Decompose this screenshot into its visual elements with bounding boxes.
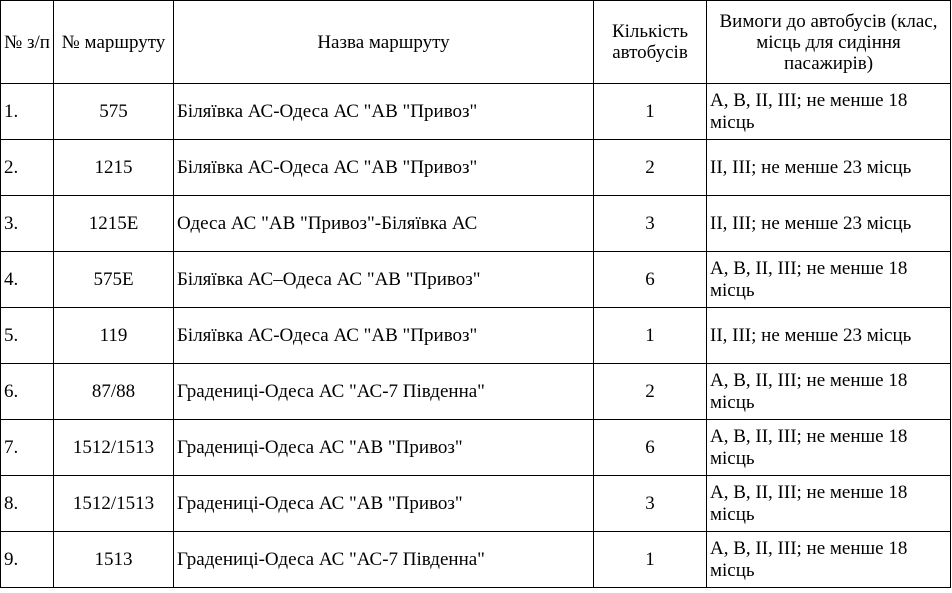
cell-requirements: ІІ, ІІІ; не менше 23 місць [707, 308, 951, 364]
cell-name: Градениці-Одеса АС "АС-7 Південна" [174, 532, 594, 588]
cell-route: 1512/1513 [54, 476, 174, 532]
cell-route: 87/88 [54, 364, 174, 420]
cell-route: 119 [54, 308, 174, 364]
header-requirements: Вимоги до автобусів (клас, місць для сидіння пасажирів) [707, 1, 951, 84]
table-row [1, 476, 951, 532]
cell-route: 575Е [54, 252, 174, 308]
cell-num: 3. [1, 196, 54, 252]
table-row [1, 252, 951, 308]
cell-name: Біляївка АС-Одеса АС "АВ "Привоз" [174, 84, 594, 140]
header-row [1, 1, 951, 84]
cell-count: 2 [594, 364, 707, 420]
cell-requirements: А, В, ІІ, ІІІ; не менше 18 місць [707, 84, 951, 140]
cell-name: Біляївка АС-Одеса АС "АВ "Привоз" [174, 308, 594, 364]
table-row [1, 308, 951, 364]
header-route: № маршруту [54, 1, 174, 84]
cell-route: 1513 [54, 532, 174, 588]
cell-num: 8. [1, 476, 54, 532]
cell-requirements: А, В, ІІ, ІІІ; не менше 18 місць [707, 364, 951, 420]
cell-count: 1 [594, 84, 707, 140]
table-row [1, 140, 951, 196]
cell-count: 1 [594, 532, 707, 588]
cell-route: 1512/1513 [54, 420, 174, 476]
header-count: Кількість автобусів [594, 1, 707, 84]
cell-requirements: А, В, ІІ, ІІІ; не менше 18 місць [707, 420, 951, 476]
table-row [1, 196, 951, 252]
cell-count: 6 [594, 420, 707, 476]
cell-count: 3 [594, 196, 707, 252]
table-row [1, 420, 951, 476]
cell-requirements: А, В, ІІ, ІІІ; не менше 18 місць [707, 252, 951, 308]
cell-num: 1. [1, 84, 54, 140]
cell-num: 5. [1, 308, 54, 364]
table-row [1, 364, 951, 420]
cell-requirements: А, В, ІІ, ІІІ; не менше 18 місць [707, 476, 951, 532]
cell-num: 4. [1, 252, 54, 308]
cell-num: 9. [1, 532, 54, 588]
cell-name: Градениці-Одеса АС "АВ "Привоз" [174, 420, 594, 476]
cell-route: 1215Е [54, 196, 174, 252]
cell-requirements: А, В, ІІ, ІІІ; не менше 18 місць [707, 532, 951, 588]
cell-name: Біляївка АС-Одеса АС "АВ "Привоз" [174, 140, 594, 196]
table-header [1, 1, 951, 84]
cell-num: 6. [1, 364, 54, 420]
cell-name: Градениці-Одеса АС "АС-7 Південна" [174, 364, 594, 420]
cell-name: Біляївка АС–Одеса АС "АВ "Привоз" [174, 252, 594, 308]
cell-count: 3 [594, 476, 707, 532]
cell-count: 1 [594, 308, 707, 364]
cell-name: Одеса АС "АВ "Привоз"-Біляївка АС [174, 196, 594, 252]
table-row [1, 532, 951, 588]
cell-num: 7. [1, 420, 54, 476]
cell-count: 6 [594, 252, 707, 308]
cell-route: 575 [54, 84, 174, 140]
header-num: № з/п [1, 1, 54, 84]
cell-count: 2 [594, 140, 707, 196]
table-body [1, 84, 951, 588]
table-row [1, 84, 951, 140]
cell-name: Градениці-Одеса АС "АВ "Привоз" [174, 476, 594, 532]
cell-requirements: ІІ, ІІІ; не менше 23 місць [707, 140, 951, 196]
cell-requirements: ІІ, ІІІ; не менше 23 місць [707, 196, 951, 252]
cell-num: 2. [1, 140, 54, 196]
cell-route: 1215 [54, 140, 174, 196]
header-name: Назва маршруту [174, 1, 594, 84]
